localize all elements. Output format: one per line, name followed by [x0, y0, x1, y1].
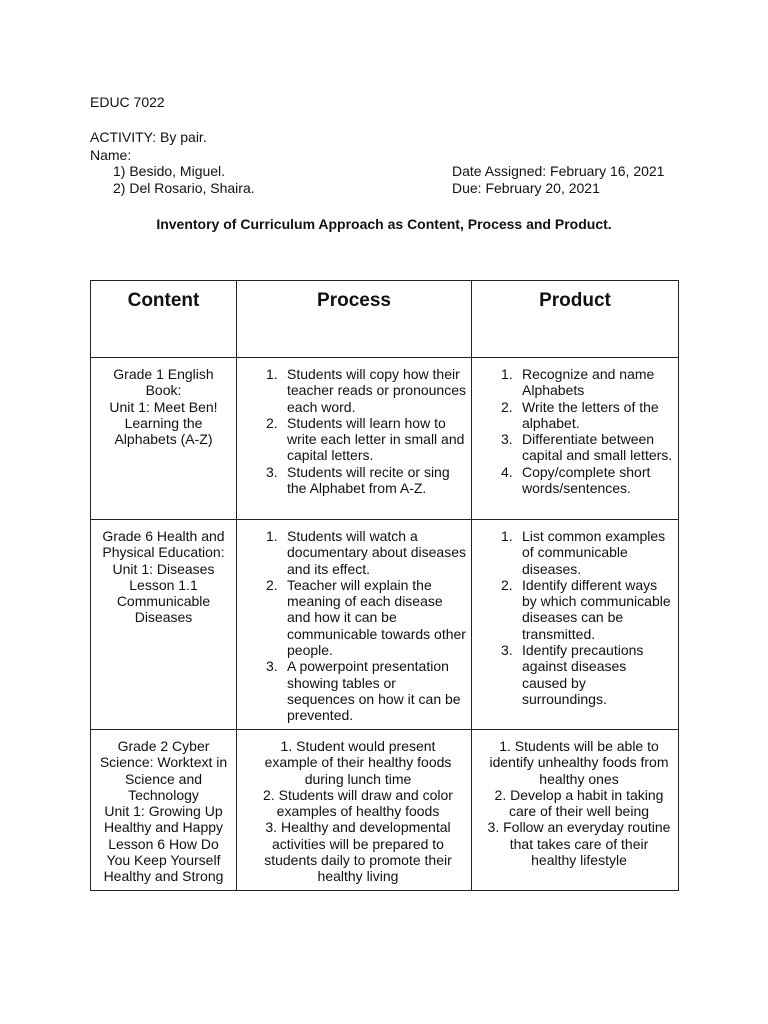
process-cell [237, 520, 472, 730]
table-header-row [91, 281, 679, 358]
date-assigned: Date Assigned: February 16, 2021 [452, 163, 665, 179]
list-item: Students will watch a documentary about diseases and its effect. [287, 528, 466, 577]
list-item: Teacher will explain the meaning of each disease and how it can be communicable towards other people. [287, 576, 466, 659]
content-cell: Grade 2 Cyber Science: Worktext in Science and Technology Unit 1: Growing Up Healthy and Happy Lesson 6 How Do You Keep Yourself Healthy and Strong [91, 730, 237, 891]
process-cell [237, 358, 472, 520]
header-process: Process [237, 281, 472, 358]
list-item: Student would present example of their healthy foods during lunch time [264, 738, 452, 787]
list-item: Healthy and developmental activities will be prepared to students daily to promote their healthy living [264, 819, 452, 885]
product-cell [472, 730, 679, 891]
student-name-2: 2) Del Rosario, Shaira. [113, 180, 255, 196]
process-cell [237, 730, 472, 891]
list-item: Recognize and name Alphabets [522, 366, 655, 399]
list-item: Write the letters of the alphabet. [522, 398, 659, 431]
list-item: Differentiate between capital and small letters. [522, 431, 673, 464]
due-date: Due: February 20, 2021 [452, 180, 600, 196]
list-item: Students will learn how to write each letter in small and capital letters. [287, 414, 465, 464]
header-content: Content [91, 281, 237, 358]
student-name-1: 1) Besido, Miguel. [113, 163, 226, 179]
table-row [91, 520, 679, 730]
content-cell: Grade 6 Health and Physical Education: Unit 1: Diseases Lesson 1.1 Communicable Diseases [91, 520, 237, 730]
table-row [91, 358, 679, 520]
list-item: Develop a habit in taking care of their well being [508, 786, 664, 820]
list-item: Copy/complete short words/sentences. [522, 463, 651, 497]
list-item: Students will draw and color examples of healthy foods [276, 786, 453, 820]
list-item: Students will copy how their teacher reads or pronounces each word. [287, 366, 466, 415]
course-code: EDUC 7022 [90, 94, 165, 110]
document-title: Inventory of Curriculum Approach as Content, Process and Product. [156, 216, 612, 232]
list-item: Students will recite or sing the Alphabet from A-Z. [287, 463, 450, 497]
list-item: Students will be able to identify unhealthy foods from healthy ones [489, 738, 669, 787]
name-label: Name: [90, 147, 132, 163]
list-item: Identify precautions against diseases caused by surroundings. [522, 642, 644, 707]
header-product: Product [472, 281, 679, 358]
content-cell: Grade 1 English Book: Unit 1: Meet Ben! Learning the Alphabets (A-Z) [91, 358, 237, 520]
list-item: List common examples of communicable diseases. [522, 528, 666, 577]
table-row [91, 730, 679, 891]
curriculum-table [90, 280, 679, 891]
list-item: A powerpoint presentation showing tables or sequences on how it can be prevented. [287, 658, 461, 724]
product-cell [472, 520, 679, 730]
list-item: Identify different ways by which communicable diseases can be transmitted. [522, 576, 671, 642]
product-cell [472, 358, 679, 520]
list-item: Follow an everyday routine that takes care of their healthy lifestyle [503, 819, 671, 869]
activity-line: ACTIVITY: By pair. [90, 129, 207, 145]
